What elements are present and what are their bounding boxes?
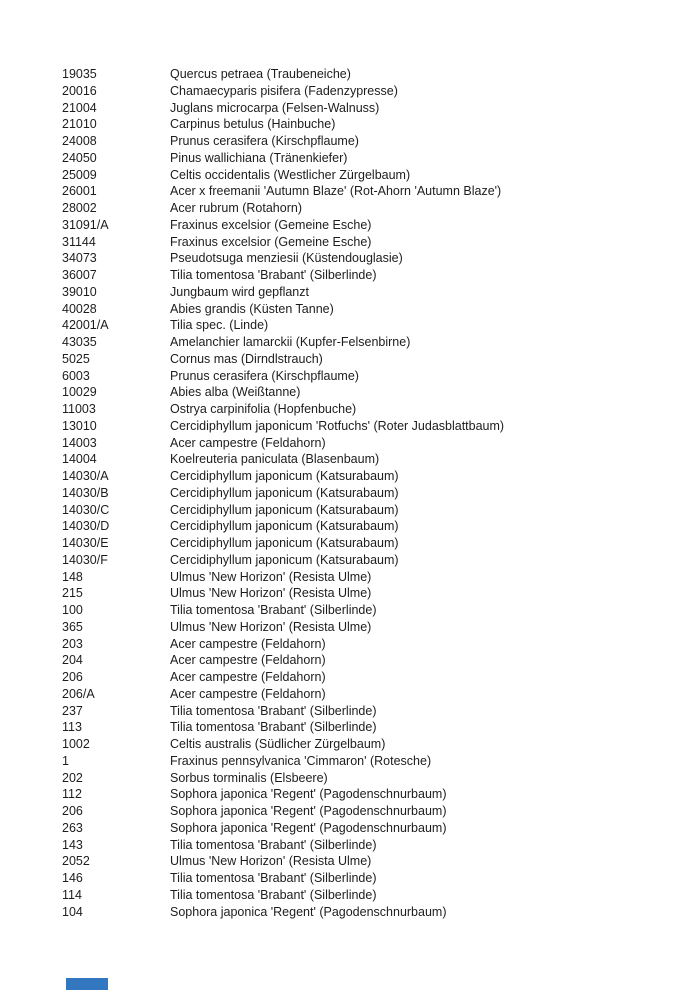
table-row (0, 904, 700, 921)
tree-species: Fraxinus excelsior (Gemeine Esche) (170, 234, 372, 249)
table-row (0, 669, 700, 686)
tree-id: 14030/B (62, 485, 109, 500)
tree-id: 14030/E (62, 536, 109, 550)
tree-species: Jungbaum wird gepflanzt (170, 284, 309, 299)
tree-id: 112 (62, 787, 82, 802)
tree-species: Cercidiphyllum japonicum (Katsurabaum) (170, 552, 399, 567)
table-row (0, 786, 700, 803)
tree-id: 14004 (62, 452, 97, 467)
table-row (0, 384, 700, 401)
tree-id: 10029 (62, 385, 97, 400)
table-row (0, 870, 700, 887)
table-row (0, 686, 700, 703)
tree-id: 39010 (62, 284, 97, 299)
tree-species: Tilia tomentosa 'Brabant' (Silberlinde) (170, 837, 377, 852)
table-row (0, 535, 700, 552)
tree-species: Cercidiphyllum japonicum (Katsurabaum) (170, 469, 399, 483)
table-row (0, 887, 700, 904)
tree-id: 36007 (62, 268, 97, 282)
tree-species: Acer x freemanii 'Autumn Blaze' (Rot-Ahorn 'Autumn Blaze') (170, 184, 502, 199)
tree-id: 42001/A (62, 318, 109, 333)
table-row (0, 418, 700, 435)
tree-species: Ulmus 'New Horizon' (Resista Ulme) (170, 854, 372, 869)
tree-species: Cercidiphyllum japonicum (Katsurabaum) (170, 485, 399, 500)
tree-species: Fraxinus pennsylvanica 'Cimmaron' (Rotesche) (170, 753, 432, 768)
table-row (0, 200, 700, 217)
tree-id: 113 (62, 720, 82, 735)
tree-species: Quercus petraea (Traubeneiche) (170, 67, 351, 81)
table-row (0, 150, 700, 167)
tree-species: Amelanchier lamarckii (Kupfer-Felsenbirne) (170, 335, 411, 349)
tree-id: 203 (62, 636, 83, 651)
tree-id: 14030/A (62, 469, 109, 483)
tree-species: Koelreuteria paniculata (Blasenbaum) (170, 452, 380, 467)
tree-id: 14030/D (62, 519, 110, 534)
tree-species: Acer campestre (Feldahorn) (170, 686, 326, 701)
table-row (0, 317, 700, 334)
tree-id: 206/A (62, 686, 95, 701)
tree-species: Tilia tomentosa 'Brabant' (Silberlinde) (170, 887, 377, 902)
tree-species: Sophora japonica 'Regent' (Pagodenschnurbaum) (170, 804, 447, 818)
tree-id: 148 (62, 569, 83, 584)
table-row (0, 351, 700, 368)
table-row (0, 619, 700, 636)
tree-id: 104 (62, 904, 83, 919)
tree-species: Pseudotsuga menziesii (Küstendouglasie) (170, 251, 403, 266)
tree-species: Ulmus 'New Horizon' (Resista Ulme) (170, 569, 372, 584)
table-row (0, 703, 700, 720)
tree-id: 202 (62, 770, 83, 785)
table-row (0, 83, 700, 100)
table-row (0, 217, 700, 234)
table-row (0, 368, 700, 385)
table-row (0, 451, 700, 468)
tree-species: Acer campestre (Feldahorn) (170, 636, 326, 651)
tree-id: 25009 (62, 167, 97, 182)
tree-species: Ulmus 'New Horizon' (Resista Ulme) (170, 619, 372, 634)
table-row (0, 736, 700, 753)
tree-id: 2052 (62, 854, 90, 869)
tree-species: Acer campestre (Feldahorn) (170, 670, 326, 684)
tree-id: 14003 (62, 435, 97, 450)
tree-id: 1002 (62, 737, 90, 751)
tree-species: Acer campestre (Feldahorn) (170, 653, 326, 668)
table-row (0, 719, 700, 736)
tree-species: Tilia tomentosa 'Brabant' (Silberlinde) (170, 268, 377, 282)
table-row (0, 116, 700, 133)
tree-id: 206 (62, 804, 83, 818)
tree-species: Carpinus betulus (Hainbuche) (170, 117, 336, 132)
table-row (0, 485, 700, 502)
tree-list (0, 66, 700, 920)
tree-species: Pinus wallichiana (Tränenkiefer) (170, 150, 348, 165)
table-row (0, 133, 700, 150)
tree-id: 24008 (62, 134, 97, 148)
tree-id: 34073 (62, 251, 97, 266)
tree-id: 5025 (62, 351, 90, 366)
tree-species: Sophora japonica 'Regent' (Pagodenschnurbaum) (170, 904, 447, 919)
tree-id: 6003 (62, 368, 90, 383)
table-row (0, 803, 700, 820)
tree-species: Fraxinus excelsior (Gemeine Esche) (170, 217, 372, 232)
tree-id: 100 (62, 603, 83, 617)
table-row (0, 401, 700, 418)
tree-species: Tilia tomentosa 'Brabant' (Silberlinde) (170, 871, 377, 885)
table-row (0, 602, 700, 619)
tree-species: Abies grandis (Küsten Tanne) (170, 301, 334, 316)
tree-species: Cercidiphyllum japonicum 'Rotfuchs' (Roter Judasblattbaum) (170, 418, 505, 433)
tree-id: 237 (62, 703, 83, 718)
tree-id: 19035 (62, 67, 97, 81)
tree-id: 11003 (62, 402, 96, 416)
tree-id: 1 (62, 753, 69, 768)
table-row (0, 435, 700, 452)
tree-species: Tilia tomentosa 'Brabant' (Silberlinde) (170, 603, 377, 617)
tree-species: Ulmus 'New Horizon' (Resista Ulme) (170, 586, 372, 601)
table-row (0, 569, 700, 586)
table-row (0, 167, 700, 184)
table-row (0, 334, 700, 351)
table-row (0, 267, 700, 284)
table-row (0, 753, 700, 770)
table-row (0, 518, 700, 535)
tree-species: Acer rubrum (Rotahorn) (170, 201, 302, 215)
tree-species: Tilia tomentosa 'Brabant' (Silberlinde) (170, 720, 377, 735)
table-row (0, 502, 700, 519)
table-row (0, 636, 700, 653)
tree-id: 14030/F (62, 552, 108, 567)
tree-species: Sophora japonica 'Regent' (Pagodenschnurbaum) (170, 787, 447, 802)
table-row (0, 66, 700, 83)
tree-species: Cornus mas (Dirndlstrauch) (170, 351, 323, 366)
table-row (0, 234, 700, 251)
tree-id: 31091/A (62, 217, 109, 232)
tree-id: 146 (62, 871, 83, 885)
table-row (0, 770, 700, 787)
tree-id: 215 (62, 586, 83, 601)
tree-id: 365 (62, 619, 83, 634)
tree-id: 14030/C (62, 502, 110, 517)
tree-id: 24050 (62, 150, 97, 165)
table-row (0, 585, 700, 602)
tree-id: 21010 (62, 117, 97, 132)
tree-species: Sorbus torminalis (Elsbeere) (170, 770, 328, 785)
tree-id: 28002 (62, 201, 97, 215)
tree-species: Cercidiphyllum japonicum (Katsurabaum) (170, 519, 399, 534)
tree-species: Celtis occidentalis (Westlicher Zürgelbaum) (170, 167, 411, 182)
tree-id: 13010 (62, 418, 97, 433)
table-row (0, 183, 700, 200)
tree-id: 40028 (62, 301, 97, 316)
tree-id: 204 (62, 653, 83, 668)
tree-species: Prunus cerasifera (Kirschpflaume) (170, 134, 359, 148)
table-row (0, 301, 700, 318)
tree-id: 206 (62, 670, 83, 684)
tree-species: Celtis australis (Südlicher Zürgelbaum) (170, 737, 386, 751)
tree-species: Ostrya carpinifolia (Hopfenbuche) (170, 402, 357, 416)
tree-species: Chamaecyparis pisifera (Fadenzypresse) (170, 83, 398, 98)
tree-species: Acer campestre (Feldahorn) (170, 435, 326, 450)
tree-id: 263 (62, 820, 83, 835)
tree-species: Abies alba (Weißtanne) (170, 385, 301, 400)
link-annotation-box[interactable] (66, 978, 108, 990)
tree-id: 26001 (62, 184, 97, 199)
tree-species: Sophora japonica 'Regent' (Pagodenschnurbaum) (170, 820, 447, 835)
tree-species: Cercidiphyllum japonicum (Katsurabaum) (170, 536, 399, 550)
tree-id: 20016 (62, 83, 97, 98)
tree-species: Juglans microcarpa (Felsen-Walnuss) (170, 100, 380, 115)
tree-species: Cercidiphyllum japonicum (Katsurabaum) (170, 502, 399, 517)
tree-id: 21004 (62, 100, 97, 115)
table-row (0, 100, 700, 117)
table-row (0, 853, 700, 870)
table-row (0, 652, 700, 669)
tree-id: 143 (62, 837, 83, 852)
table-row (0, 468, 700, 485)
tree-id: 43035 (62, 335, 97, 349)
tree-species: Tilia spec. (Linde) (170, 318, 269, 333)
table-row (0, 820, 700, 837)
table-row (0, 837, 700, 854)
tree-species: Prunus cerasifera (Kirschpflaume) (170, 368, 359, 383)
table-row (0, 284, 700, 301)
tree-id: 31144 (62, 234, 96, 249)
table-row (0, 552, 700, 569)
table-row (0, 250, 700, 267)
tree-species: Tilia tomentosa 'Brabant' (Silberlinde) (170, 703, 377, 718)
tree-id: 114 (62, 887, 82, 902)
